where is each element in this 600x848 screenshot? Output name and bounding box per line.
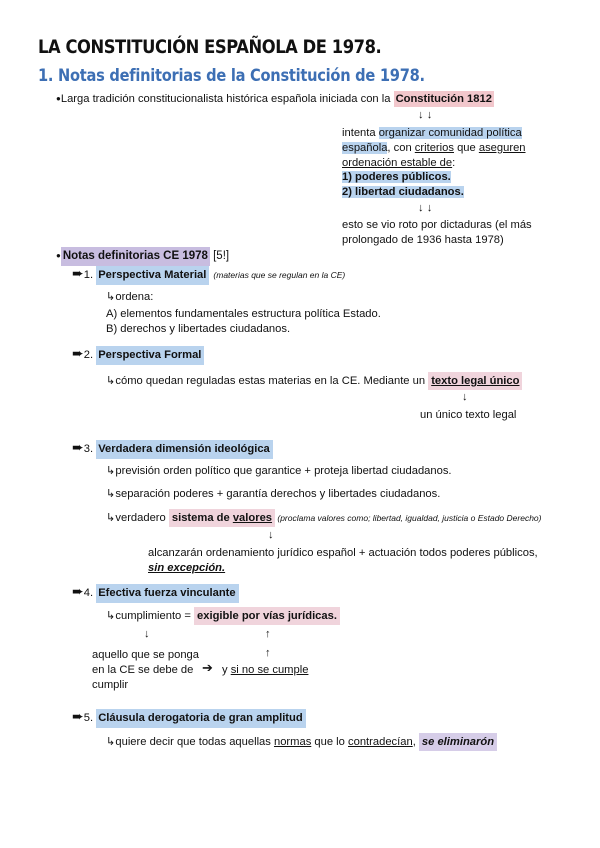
item-4-heading bbox=[72, 584, 239, 603]
highlight-constitucion-1812: Constitución 1812 bbox=[395, 93, 492, 105]
highlight-vinculante: Efectiva fuerza vinculante bbox=[96, 584, 238, 603]
item-4-c3: cumplir bbox=[92, 679, 129, 691]
item-1-a: A) elementos fundamentales estructura política Estado. bbox=[106, 308, 381, 320]
highlight-formal: Perspectiva Formal bbox=[96, 346, 204, 365]
highlight-organizar: organizar comunidad política bbox=[378, 127, 522, 139]
item-3-s3 bbox=[106, 509, 541, 527]
arrow-right-icon: ➨ bbox=[72, 345, 84, 361]
highlight-derogatoria: Cláusula derogatoria de gran amplitud bbox=[96, 709, 306, 728]
text: previsión orden político que garantice + proteja libertad ciudadanos. bbox=[115, 465, 452, 477]
text: que lo bbox=[311, 736, 348, 748]
highlight-ideologica: Verdadera dimensión ideológica bbox=[96, 440, 273, 459]
sub-arrow-icon: ↳ bbox=[106, 291, 116, 303]
item-5-sub bbox=[106, 733, 497, 751]
item-3-heading bbox=[72, 440, 273, 459]
highlight-sistema: sistema de bbox=[171, 512, 233, 524]
sub-arrow-icon: ↳ bbox=[106, 465, 116, 477]
item-4-down: ↓ bbox=[144, 628, 150, 640]
intro-text: Larga tradición constitucionalista histórica española iniciada con la bbox=[60, 93, 394, 105]
text-normas: normas bbox=[273, 736, 312, 748]
text: quiere decir que todas aquellas bbox=[115, 736, 274, 748]
text: y bbox=[222, 664, 231, 676]
intro-end-1: esto se vio roto por dictaduras (el más bbox=[342, 219, 532, 231]
text: 5. bbox=[83, 712, 97, 724]
bullet: ● bbox=[56, 94, 61, 103]
item-1-heading bbox=[72, 266, 345, 285]
intro-cont-3 bbox=[342, 156, 455, 170]
item-3-s1 bbox=[106, 464, 452, 478]
item-2-sub bbox=[106, 372, 522, 390]
intro-cont-1 bbox=[342, 126, 522, 140]
text: 4. bbox=[83, 587, 97, 599]
item-4-up-2: ↑ bbox=[265, 647, 271, 659]
note: (proclama valores como; libertad, igualdad, justicia o Estado Derecho) bbox=[275, 513, 542, 523]
text: que bbox=[453, 142, 479, 154]
notas-line bbox=[56, 247, 229, 266]
intro-end-2: prolongado de 1936 hasta 1978) bbox=[342, 234, 504, 246]
text: , con bbox=[387, 142, 415, 154]
intro-line bbox=[56, 91, 494, 107]
text: cumplimiento = bbox=[115, 610, 195, 622]
text-criterios: criterios bbox=[414, 142, 454, 154]
item-2-result: un único texto legal bbox=[420, 409, 517, 421]
text: : bbox=[452, 157, 456, 169]
item-3-down: ↓ bbox=[268, 529, 274, 541]
highlight-se-eliminaron: se eliminarón bbox=[419, 733, 497, 751]
item-4-up-1: ↑ bbox=[265, 628, 271, 640]
sub-arrow-icon: ↳ bbox=[106, 736, 116, 748]
highlight-poderes: 1) poderes públicos. bbox=[342, 171, 451, 183]
text: 1. bbox=[83, 269, 97, 281]
intro-point-2 bbox=[342, 185, 464, 199]
text-aseguren: aseguren bbox=[478, 142, 526, 154]
highlight-exigible: exigible por vías jurídicas. bbox=[194, 607, 340, 625]
item-3-s2 bbox=[106, 487, 440, 501]
text-contradecian: contradecían bbox=[348, 736, 413, 748]
text: separación poderes + garantía derechos y libertades ciudadanos. bbox=[115, 488, 441, 500]
item-2-heading bbox=[72, 346, 204, 365]
highlight-espanola: española bbox=[342, 142, 388, 154]
text: ordena: bbox=[115, 291, 154, 303]
item-4-sub bbox=[106, 607, 340, 625]
sub-arrow-icon: ↳ bbox=[106, 488, 116, 500]
arrow-right-icon: ➨ bbox=[72, 583, 84, 599]
sub-arrow-icon: ↳ bbox=[106, 375, 116, 387]
item-2-down: ↓ bbox=[462, 391, 468, 403]
text: 3. bbox=[83, 443, 97, 455]
highlight-notas: Notas definitorias CE 1978 bbox=[61, 247, 210, 266]
item-3-r2: sin excepción. bbox=[148, 562, 226, 574]
item-4-c4 bbox=[222, 663, 308, 677]
arrow-right-icon: ➨ bbox=[72, 708, 84, 724]
bullet: ● bbox=[56, 251, 61, 260]
page-title: LA CONSTITUCIÓN ESPAÑOLA DE 1978. bbox=[38, 36, 382, 58]
intro-point-1 bbox=[342, 170, 451, 184]
text: cómo quedan reguladas estas materias en la CE. Mediante un bbox=[115, 375, 429, 387]
arrow-right-icon: ➨ bbox=[72, 439, 84, 455]
note: (materias que se regulan en la CE) bbox=[213, 270, 346, 280]
text: verdadero bbox=[115, 512, 169, 524]
text: 2. bbox=[83, 349, 97, 361]
section-heading: 1. Notas definitorias de la Constitución de 1978. bbox=[38, 66, 425, 86]
highlight-material: Perspectiva Material bbox=[96, 266, 209, 285]
sub-arrow-icon: ↳ bbox=[106, 610, 116, 622]
intro-cont-2 bbox=[342, 141, 526, 155]
text: intenta bbox=[342, 127, 379, 139]
text: , bbox=[412, 736, 419, 748]
item-1-sub bbox=[106, 290, 153, 304]
item-3-r1: alcanzarán ordenamiento jurídico español + actuación todos poderes públicos, bbox=[148, 547, 538, 559]
text-si-no-se-cumple: si no se cumple bbox=[230, 664, 309, 676]
highlight-texto-legal: texto legal único bbox=[428, 372, 522, 390]
sub-arrow-icon: ↳ bbox=[106, 512, 116, 524]
item-1-b: B) derechos y libertades ciudadanos. bbox=[106, 323, 291, 335]
arrow-right-icon: ➔ bbox=[202, 660, 213, 675]
highlight-libertad: 2) libertad ciudadanos. bbox=[342, 186, 464, 198]
item-4-c1: aquello que se ponga bbox=[92, 649, 199, 661]
item-5-heading bbox=[72, 709, 306, 728]
down-arrows: ↓ ↓ bbox=[418, 109, 433, 121]
arrow-right-icon: ➨ bbox=[72, 265, 84, 281]
item-4-c2: en la CE se debe de bbox=[92, 664, 194, 676]
text: [5!] bbox=[209, 250, 230, 262]
text-ordenacion: ordenación estable de bbox=[342, 157, 453, 169]
highlight-valores: valores bbox=[232, 512, 273, 524]
down-arrows-2: ↓ ↓ bbox=[418, 202, 433, 214]
